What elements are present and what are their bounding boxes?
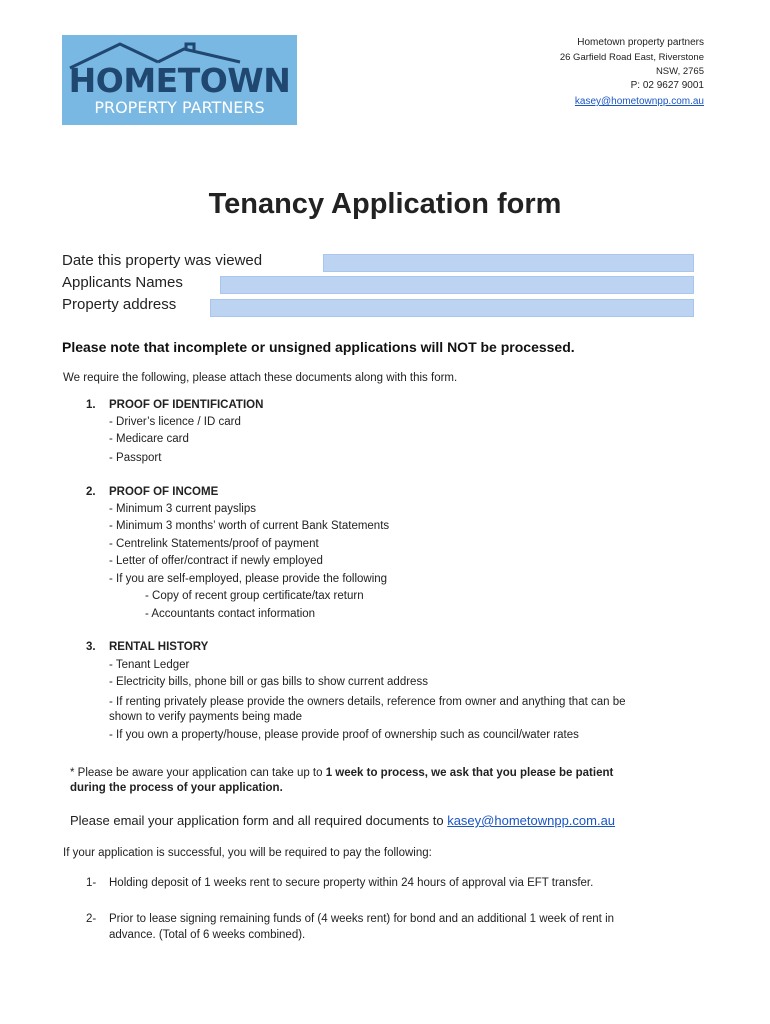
req-item: - Centrelink Statements/proof of payment — [109, 538, 319, 550]
req-heading: PROOF OF INCOME — [109, 486, 219, 498]
contact-company: Hometown property partners — [577, 37, 704, 48]
req-item: - Letter of offer/contract if newly employed — [109, 555, 323, 567]
date-viewed-label: Date this property was viewed — [62, 252, 263, 269]
payment-intro: If your application is successful, you will be required to pay the following: — [63, 847, 432, 859]
contact-street: 26 Garfield Road East, Riverstone — [559, 52, 704, 63]
applicant-names-field[interactable] — [220, 276, 694, 294]
processing-note — [70, 767, 613, 779]
processing-note-line2: during the process of your application. — [70, 782, 283, 794]
req-item: - Passport — [109, 452, 162, 464]
req-item: shown to verify payments being made — [109, 711, 303, 723]
company-logo — [62, 35, 297, 125]
logo-title: HOMETOWN — [68, 61, 291, 100]
req-item: - If you are self-employed, please provide the following — [109, 573, 388, 585]
email-note-text: Please email your application form and all required documents to — [70, 813, 448, 828]
payment-number: 1- — [86, 877, 97, 889]
processing-bold: 1 week to process, we ask that you please be patient — [325, 767, 614, 779]
email-note-link[interactable]: kasey@hometownpp.com.au — [447, 813, 616, 828]
payment-number: 2- — [86, 913, 97, 925]
req-number: 3. — [86, 641, 96, 653]
incomplete-notice: Please note that incomplete or unsigned applications will NOT be processed. — [62, 339, 575, 355]
intro-text: We require the following, please attach these documents along with this form. — [63, 372, 458, 384]
req-item: - If you own a property/house, please provide proof of ownership such as council/water rates — [109, 729, 579, 741]
req-item: - Minimum 3 current payslips — [109, 503, 256, 515]
req-item: - Driver’s licence / ID card — [109, 416, 241, 428]
date-viewed-field[interactable] — [323, 254, 694, 272]
processing-prefix: * Please be aware your application can take up to — [70, 767, 326, 779]
logo-subtitle: PROPERTY PARTNERS — [94, 98, 265, 117]
payment-line: Holding deposit of 1 weeks rent to secure property within 24 hours of approval via EFT transfer. — [109, 877, 594, 889]
req-number: 2. — [86, 486, 96, 498]
req-item: - Medicare card — [109, 433, 189, 445]
email-note — [70, 813, 615, 828]
contact-suburb: NSW, 2765 — [655, 66, 704, 77]
applicant-names-label: Applicants Names — [62, 274, 183, 291]
property-address-field[interactable] — [210, 299, 694, 317]
req-subitem: - Accountants contact information — [145, 608, 316, 620]
contact-email-link[interactable]: kasey@hometownpp.com.au — [574, 96, 704, 107]
page-title: Tenancy Application form — [208, 188, 562, 220]
req-heading: RENTAL HISTORY — [109, 641, 209, 653]
payment-line: Prior to lease signing remaining funds of (4 weeks rent) for bond and an additional 1 week of rent in — [109, 913, 615, 925]
payment-line: advance. (Total of 6 weeks combined). — [109, 929, 306, 941]
req-item: - Electricity bills, phone bill or gas bills to show current address — [109, 676, 428, 688]
req-item: - Tenant Ledger — [109, 659, 190, 671]
req-heading: PROOF OF IDENTIFICATION — [109, 399, 264, 411]
property-address-label: Property address — [62, 296, 177, 313]
req-item: - If renting privately please provide the owners details, reference from owner and anything that can be — [109, 696, 626, 708]
req-number: 1. — [86, 399, 96, 411]
contact-phone: P: 02 9627 9001 — [630, 80, 704, 91]
req-item: - Minimum 3 months’ worth of current Bank Statements — [109, 520, 390, 532]
req-subitem: - Copy of recent group certificate/tax return — [145, 590, 364, 602]
